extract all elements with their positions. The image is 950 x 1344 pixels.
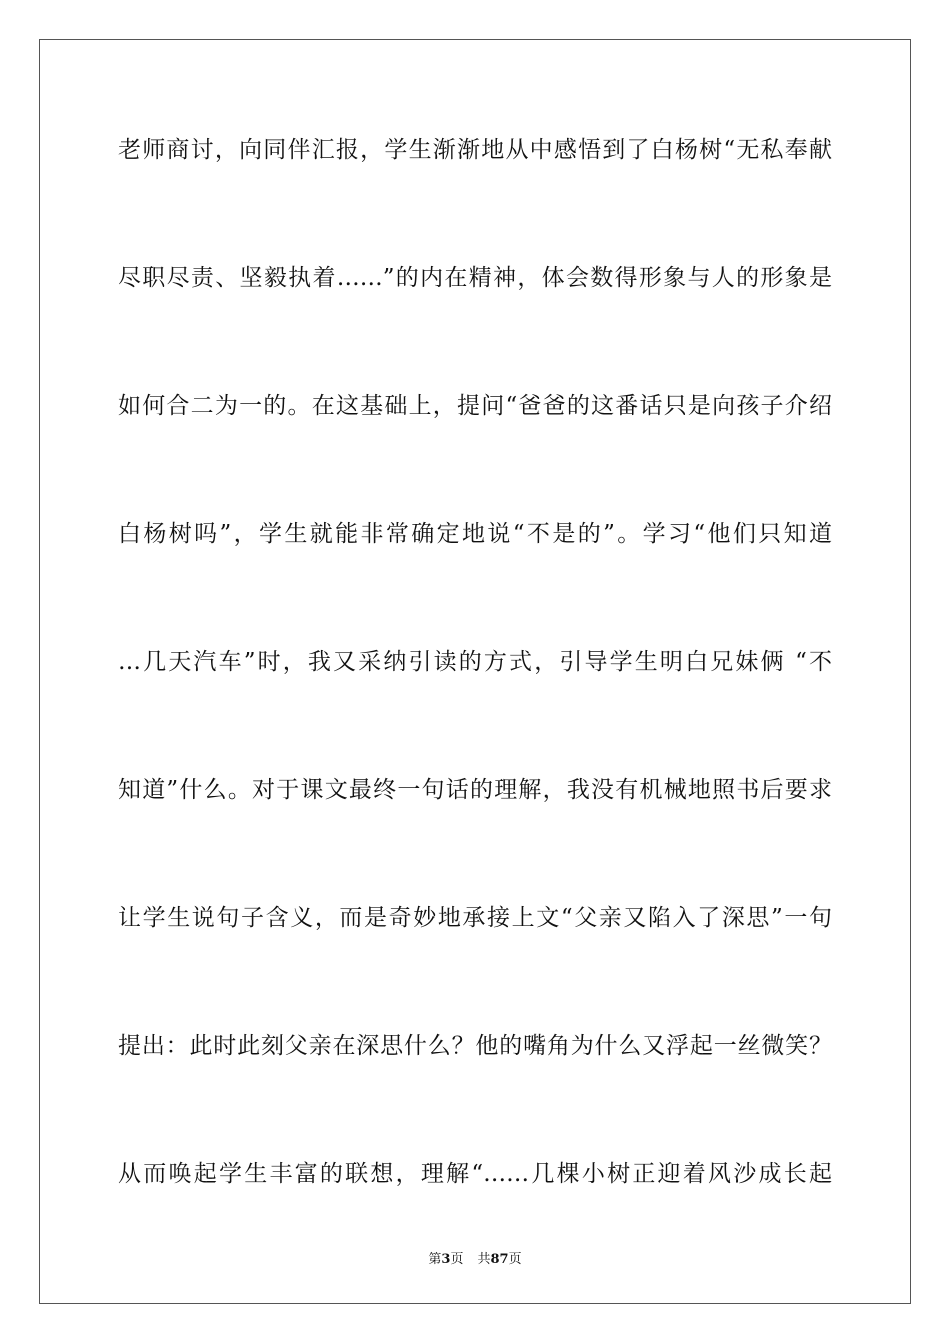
page-prefix: 第 <box>428 1252 442 1267</box>
text-line: …几天汽车”时，我又采纳引读的方式，引导学生明白兄妹俩 “不 <box>118 649 832 675</box>
text-line: 如何合二为一的。在这基础上，提问“爸爸的这番话只是向孩子介绍 <box>118 393 832 419</box>
total-prefix: 共 <box>477 1252 491 1267</box>
text-line: 提出：此时此刻父亲在深思什么？他的嘴角为什么又浮起一丝微笑？ <box>118 1033 832 1059</box>
page-number: 3 <box>441 1252 451 1267</box>
page-suffix: 页 <box>450 1252 464 1267</box>
text-line: 白杨树吗”，学生就能非常确定地说“不是的”。学习“他们只知道 <box>118 521 832 547</box>
text-line: 知道”什么。对于课文最终一句话的理解，我没有机械地照书后要求 <box>118 777 832 803</box>
text-line: 从而唤起学生丰富的联想，理解“……几棵小树正迎着风沙成长起 <box>118 1161 832 1187</box>
text-line: 让学生说句子含义，而是奇妙地承接上文“父亲又陷入了深思”一句 <box>118 905 832 931</box>
total-pages: 87 <box>490 1252 509 1267</box>
text-line: 老师商讨，向同伴汇报，学生渐渐地从中感悟到了白杨树“无私奉献 <box>118 137 832 163</box>
text-line: 尽职尽责、坚毅执着……”的内在精神，体会数得形象与人的形象是 <box>118 265 832 291</box>
page-footer <box>0 1248 950 1267</box>
total-suffix: 页 <box>508 1252 522 1267</box>
